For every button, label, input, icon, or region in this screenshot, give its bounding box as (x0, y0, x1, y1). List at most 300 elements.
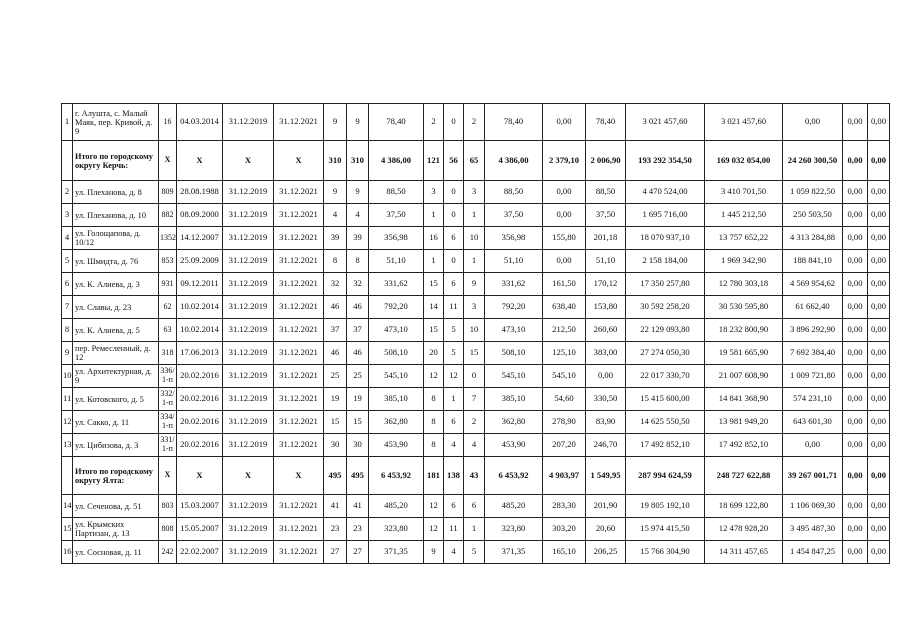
table-cell: 39 (347, 227, 369, 250)
table-cell: 16 (424, 227, 444, 250)
table-cell: 37,50 (369, 204, 424, 227)
table-cell: 242 (159, 541, 177, 564)
table-cell: X (177, 141, 223, 181)
table-cell: 331,62 (369, 273, 424, 296)
table-cell: 12 (424, 518, 444, 541)
table-cell: 30 (347, 434, 369, 457)
table-cell: 332/ 1-п (159, 388, 177, 411)
table-cell: 14 (62, 495, 73, 518)
table-cell: 09.12.2011 (177, 273, 223, 296)
table-cell: 5 (62, 250, 73, 273)
table-cell: ул. Шмидта, д. 76 (73, 250, 159, 273)
table-cell: 356,98 (369, 227, 424, 250)
table-cell (62, 141, 73, 181)
table-cell: 15 (347, 411, 369, 434)
table-cell: 882 (159, 204, 177, 227)
table-cell: 46 (324, 342, 347, 365)
table-cell: 0,00 (543, 104, 586, 141)
table-cell: 638,40 (543, 296, 586, 319)
table-cell: ул. Сосновая, д. 11 (73, 541, 159, 564)
table-cell: 31.12.2019 (223, 296, 274, 319)
table-cell: 31.12.2019 (223, 273, 274, 296)
table-cell: 453,90 (369, 434, 424, 457)
table-cell: 12 (424, 365, 444, 388)
table-cell: 0,00 (868, 296, 890, 319)
table-cell: ул. Крымских Партизан, д. 13 (73, 518, 159, 541)
table-cell: 803 (159, 495, 177, 518)
table-cell: 4 569 954,62 (783, 273, 843, 296)
table-cell: 0,00 (868, 181, 890, 204)
table-cell: 27 274 050,30 (626, 342, 705, 365)
table-cell: 0,00 (868, 250, 890, 273)
table-cell: 508,10 (485, 342, 543, 365)
table-cell: 43 (464, 457, 485, 495)
table-cell: 4 (444, 541, 464, 564)
table-cell: 31.12.2021 (274, 204, 324, 227)
table-cell: 1 009 721,80 (783, 365, 843, 388)
table-cell: 9 (424, 541, 444, 564)
table-cell: 9 (347, 104, 369, 141)
table-cell: ул. Цибизова, д. 3 (73, 434, 159, 457)
table-cell: 0,00 (868, 342, 890, 365)
table-cell: 383,00 (586, 342, 626, 365)
table-cell: 574 231,10 (783, 388, 843, 411)
table-cell: 138 (444, 457, 464, 495)
table-cell: 4 (347, 204, 369, 227)
table-cell: 30 (324, 434, 347, 457)
housing-data-table (61, 103, 890, 564)
table-cell: 0,00 (843, 411, 868, 434)
table-cell: 3 (464, 296, 485, 319)
table-cell: 0,00 (783, 104, 843, 141)
table-cell: 0,00 (843, 434, 868, 457)
table-cell: 0,00 (586, 365, 626, 388)
table-cell: 31.12.2019 (223, 204, 274, 227)
table-cell: 0,00 (843, 518, 868, 541)
table-cell: 11 (444, 518, 464, 541)
document-page (61, 103, 890, 564)
table-cell: 6 (62, 273, 73, 296)
table-cell: 0,00 (843, 204, 868, 227)
table-cell: 1352 (159, 227, 177, 250)
table-cell: 1 454 847,25 (783, 541, 843, 564)
table-cell: 1 (464, 518, 485, 541)
table-cell: 545,10 (485, 365, 543, 388)
table-cell: 9 (347, 181, 369, 204)
table-cell: 04.03.2014 (177, 104, 223, 141)
table-cell: 181 (424, 457, 444, 495)
table-cell: 1 (424, 204, 444, 227)
table-cell: 19 581 665,90 (705, 342, 783, 365)
table-cell: 63 (159, 319, 177, 342)
table-cell: 46 (347, 342, 369, 365)
table-cell: 31.12.2019 (223, 365, 274, 388)
table-cell: 0,00 (868, 365, 890, 388)
table-row (62, 319, 890, 342)
table-cell (62, 457, 73, 495)
table-cell: 3 (464, 181, 485, 204)
table-cell: 41 (324, 495, 347, 518)
table-cell: 31.12.2021 (274, 250, 324, 273)
table-cell: 4 (62, 227, 73, 250)
table-cell: 4 (464, 434, 485, 457)
table-row (62, 388, 890, 411)
table-cell: X (159, 141, 177, 181)
table-cell: 362,80 (485, 411, 543, 434)
table-cell: 0,00 (543, 181, 586, 204)
table-cell: 8 (347, 250, 369, 273)
table-cell: 0,00 (868, 319, 890, 342)
table-cell: 4 313 284,88 (783, 227, 843, 250)
table-cell: 1 (424, 250, 444, 273)
table-cell: 31.12.2021 (274, 411, 324, 434)
table-cell: 4 (324, 204, 347, 227)
table-cell: 6 (444, 495, 464, 518)
table-cell: 10 (62, 365, 73, 388)
table-cell: 54,60 (543, 388, 586, 411)
table-cell: 853 (159, 250, 177, 273)
table-cell: 62 (159, 296, 177, 319)
table-cell: 1 695 716,00 (626, 204, 705, 227)
table-cell: 31.12.2021 (274, 388, 324, 411)
table-cell: 22 129 093,80 (626, 319, 705, 342)
table-cell: 2 158 184,00 (626, 250, 705, 273)
table-cell: 260,60 (586, 319, 626, 342)
table-cell: 9 (324, 181, 347, 204)
table-cell: г. Алушта, с. Малый Маяк, пер. Кривой, д. 9 (73, 104, 159, 141)
table-cell: 19 (324, 388, 347, 411)
table-cell: 125,10 (543, 342, 586, 365)
table-cell: 30 530 595,80 (705, 296, 783, 319)
table-cell: 331/ 1-п (159, 434, 177, 457)
table-cell: 9 (464, 273, 485, 296)
table-cell: 37,50 (586, 204, 626, 227)
table-cell: 5 (444, 342, 464, 365)
table-cell: 331,62 (485, 273, 543, 296)
table-cell: 15 766 304,90 (626, 541, 705, 564)
table-cell: 25 (347, 365, 369, 388)
table-cell: 0,00 (868, 141, 890, 181)
table-cell: 545,10 (369, 365, 424, 388)
table-cell: 310 (324, 141, 347, 181)
table-row (62, 411, 890, 434)
table-cell: 4 470 524,00 (626, 181, 705, 204)
table-cell: 51,10 (485, 250, 543, 273)
table-cell: 16 (159, 104, 177, 141)
table-cell: 15 (424, 273, 444, 296)
table-cell: 12 780 303,18 (705, 273, 783, 296)
table-cell: 11 (62, 388, 73, 411)
table-cell: 4 903,97 (543, 457, 586, 495)
table-cell: 17 350 257,80 (626, 273, 705, 296)
table-cell: 31.12.2021 (274, 104, 324, 141)
table-cell: 7 692 384,40 (783, 342, 843, 365)
table-cell: 0,00 (868, 495, 890, 518)
table-cell: 12 (62, 411, 73, 434)
table-body (62, 104, 890, 564)
table-cell: 0,00 (843, 319, 868, 342)
table-cell: 10.02.2014 (177, 296, 223, 319)
table-cell: 188 841,10 (783, 250, 843, 273)
table-cell: 2 006,90 (586, 141, 626, 181)
table-cell: 14.12.2007 (177, 227, 223, 250)
table-cell: 206,25 (586, 541, 626, 564)
table-cell: 21 007 608,90 (705, 365, 783, 388)
table-cell: пер. Ремесленный, д. 12 (73, 342, 159, 365)
table-cell: 473,10 (369, 319, 424, 342)
table-cell: 161,50 (543, 273, 586, 296)
table-cell: 323,80 (485, 518, 543, 541)
table-cell: 323,80 (369, 518, 424, 541)
table-cell: 371,35 (485, 541, 543, 564)
table-row (62, 104, 890, 141)
table-cell: 1 969 342,90 (705, 250, 783, 273)
table-cell: 31.12.2021 (274, 495, 324, 518)
table-cell: 165,10 (543, 541, 586, 564)
table-cell: 31.12.2021 (274, 296, 324, 319)
table-cell: 3 021 457,60 (626, 104, 705, 141)
table-cell: 20,60 (586, 518, 626, 541)
table-cell: 2 (464, 104, 485, 141)
table-cell: 0,00 (843, 250, 868, 273)
table-cell: 545,10 (543, 365, 586, 388)
table-cell: 0,00 (843, 541, 868, 564)
table-cell: 330,50 (586, 388, 626, 411)
table-cell: 31.12.2019 (223, 319, 274, 342)
table-cell: 1 (464, 250, 485, 273)
table-cell: 15.05.2007 (177, 518, 223, 541)
table-cell: X (223, 457, 274, 495)
table-cell: 17.06.2013 (177, 342, 223, 365)
table-cell: 0,00 (783, 434, 843, 457)
table-cell: 88,50 (586, 181, 626, 204)
table-row (62, 342, 890, 365)
table-cell: 20.02.2016 (177, 434, 223, 457)
table-cell: 78,40 (369, 104, 424, 141)
table-cell: 385,10 (485, 388, 543, 411)
table-cell: 31.12.2021 (274, 273, 324, 296)
table-cell: 212,50 (543, 319, 586, 342)
table-cell: ул. Плеханова, д. 8 (73, 181, 159, 204)
table-cell: 792,20 (369, 296, 424, 319)
table-cell: X (159, 457, 177, 495)
table-cell: 23 (347, 518, 369, 541)
table-cell: 7 (62, 296, 73, 319)
table-cell: 18 699 122,80 (705, 495, 783, 518)
table-row (62, 250, 890, 273)
table-cell: 1 059 822,50 (783, 181, 843, 204)
table-total-row (62, 141, 890, 181)
table-cell: 0 (444, 104, 464, 141)
table-cell: 11 (444, 296, 464, 319)
table-row (62, 181, 890, 204)
table-cell: 0,00 (843, 181, 868, 204)
table-cell: 10.02.2014 (177, 319, 223, 342)
table-total-row (62, 457, 890, 495)
table-cell: 14 625 550,50 (626, 411, 705, 434)
table-cell: 41 (347, 495, 369, 518)
table-cell: Итого по городскому округу Керчь: (73, 141, 159, 181)
table-cell: 31.12.2019 (223, 541, 274, 564)
table-cell: 170,12 (586, 273, 626, 296)
table-cell: 0,00 (843, 296, 868, 319)
table-cell: 9 (62, 342, 73, 365)
table-cell: 8 (324, 250, 347, 273)
table-cell: 15 974 415,50 (626, 518, 705, 541)
table-cell: 6 (444, 227, 464, 250)
table-cell: 808 (159, 518, 177, 541)
table-cell: 39 (324, 227, 347, 250)
table-cell: ул. Славы, д. 23 (73, 296, 159, 319)
table-cell: 8 (424, 388, 444, 411)
table-cell: 37 (324, 319, 347, 342)
table-cell: ул. Голощапова, д. 10/12 (73, 227, 159, 250)
table-cell: 51,10 (369, 250, 424, 273)
table-cell: 30 592 258,20 (626, 296, 705, 319)
table-cell: 0,00 (843, 365, 868, 388)
table-row (62, 495, 890, 518)
table-cell: 310 (347, 141, 369, 181)
table-cell: 0,00 (868, 411, 890, 434)
table-cell: 0,00 (868, 518, 890, 541)
table-cell: 0,00 (868, 457, 890, 495)
table-cell: ул. К. Алиева, д. 3 (73, 273, 159, 296)
table-cell: 83,90 (586, 411, 626, 434)
table-cell: ул. Плеханова, д. 10 (73, 204, 159, 227)
table-cell: 1 (464, 204, 485, 227)
table-cell: Итого по городскому округу Ялта: (73, 457, 159, 495)
table-cell: 336/ 1-п (159, 365, 177, 388)
table-cell: 473,10 (485, 319, 543, 342)
table-cell: 27 (324, 541, 347, 564)
table-cell: 51,10 (586, 250, 626, 273)
table-cell: 3 021 457,60 (705, 104, 783, 141)
table-cell: 23 (324, 518, 347, 541)
table-cell: 13 757 652,22 (705, 227, 783, 250)
table-cell: 4 386,00 (485, 141, 543, 181)
table-cell: 2 379,10 (543, 141, 586, 181)
table-cell: 31.12.2021 (274, 342, 324, 365)
table-cell: 1 (62, 104, 73, 141)
table-cell: X (223, 141, 274, 181)
table-cell: 0,00 (868, 388, 890, 411)
table-cell: 3 495 487,30 (783, 518, 843, 541)
table-cell: 6 (444, 273, 464, 296)
table-cell: 24 260 300,50 (783, 141, 843, 181)
table-cell: 371,35 (369, 541, 424, 564)
table-cell: 19 (347, 388, 369, 411)
table-cell: 37,50 (485, 204, 543, 227)
table-cell: 14 (424, 296, 444, 319)
table-cell: 0,00 (843, 457, 868, 495)
table-cell: 25.09.2009 (177, 250, 223, 273)
table-cell: 0,00 (843, 141, 868, 181)
table-cell: 18 232 800,90 (705, 319, 783, 342)
table-cell: 0,00 (868, 227, 890, 250)
table-cell: 13 981 949,20 (705, 411, 783, 434)
table-cell: 207,20 (543, 434, 586, 457)
table-cell: ул. К. Алиева, д. 5 (73, 319, 159, 342)
table-row (62, 541, 890, 564)
table-cell: 3 896 292,90 (783, 319, 843, 342)
table-cell: 453,90 (485, 434, 543, 457)
table-cell: 0,00 (868, 434, 890, 457)
table-cell: 6 (464, 495, 485, 518)
table-cell: 31.12.2019 (223, 388, 274, 411)
table-cell: 0,00 (868, 104, 890, 141)
table-cell: 4 386,00 (369, 141, 424, 181)
table-cell: 0,00 (843, 273, 868, 296)
table-cell: 6 (444, 411, 464, 434)
table-cell: 0,00 (543, 204, 586, 227)
table-cell: 201,90 (586, 495, 626, 518)
table-cell: 362,80 (369, 411, 424, 434)
table-cell: 31.12.2019 (223, 227, 274, 250)
table-cell: 318 (159, 342, 177, 365)
table-cell: 61 662,40 (783, 296, 843, 319)
table-row (62, 434, 890, 457)
table-cell: ул. Архитектурная, д. 9 (73, 365, 159, 388)
table-cell: 931 (159, 273, 177, 296)
table-cell: X (177, 457, 223, 495)
table-cell: 495 (324, 457, 347, 495)
table-cell: 385,10 (369, 388, 424, 411)
table-cell: 4 (444, 434, 464, 457)
table-cell: 20.02.2016 (177, 388, 223, 411)
table-cell: 31.12.2019 (223, 411, 274, 434)
table-cell: 6 453,92 (485, 457, 543, 495)
table-cell: 15 (464, 342, 485, 365)
table-cell: 20.02.2016 (177, 365, 223, 388)
table-cell: 201,18 (586, 227, 626, 250)
table-cell: 169 032 054,00 (705, 141, 783, 181)
table-cell: 31.12.2021 (274, 227, 324, 250)
table-cell: 31.12.2021 (274, 518, 324, 541)
table-cell: 287 994 624,59 (626, 457, 705, 495)
table-cell: ул. Котовского, д. 5 (73, 388, 159, 411)
table-cell: 356,98 (485, 227, 543, 250)
table-cell: 12 (424, 495, 444, 518)
table-cell: 8 (62, 319, 73, 342)
table-cell: 78,40 (586, 104, 626, 141)
table-cell: 10 (464, 319, 485, 342)
table-cell: 0,00 (843, 388, 868, 411)
table-cell: 5 (464, 541, 485, 564)
table-row (62, 227, 890, 250)
table-cell: 508,10 (369, 342, 424, 365)
table-cell: 1 445 212,50 (705, 204, 783, 227)
table-cell: 246,70 (586, 434, 626, 457)
table-row (62, 365, 890, 388)
table-cell: 46 (324, 296, 347, 319)
table-cell: 32 (347, 273, 369, 296)
table-cell: 155,80 (543, 227, 586, 250)
table-row (62, 296, 890, 319)
table-cell: 18 070 937,10 (626, 227, 705, 250)
table-cell: 5 (444, 319, 464, 342)
table-cell: 46 (347, 296, 369, 319)
table-cell: 15 (62, 518, 73, 541)
table-cell: 3 (424, 181, 444, 204)
table-cell: 88,50 (369, 181, 424, 204)
table-cell: 792,20 (485, 296, 543, 319)
table-cell: 10 (464, 227, 485, 250)
table-cell: 12 (444, 365, 464, 388)
table-cell: 0,00 (543, 250, 586, 273)
table-cell: 31.12.2019 (223, 495, 274, 518)
table-cell: 0 (464, 365, 485, 388)
table-cell: 88,50 (485, 181, 543, 204)
